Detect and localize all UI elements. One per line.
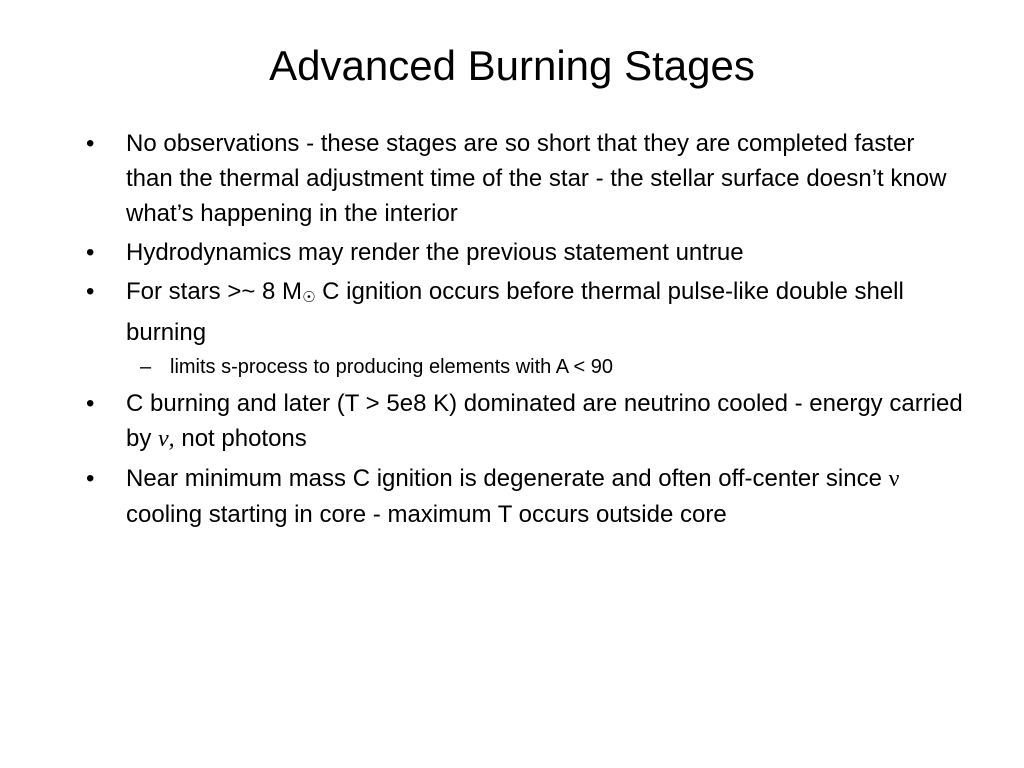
sub-bullet-item-1 (86, 352, 966, 382)
bullet-item-3 (86, 274, 966, 350)
bullet-text-before: C burning and later (T > 5e8 K) dominated are neutrino cooled - energy carried by (126, 390, 963, 452)
sub-bullet-text: limits s-process to producing elements with A < 90 (170, 356, 613, 378)
bullet-item-5 (86, 461, 966, 532)
bullet-text-before: For stars >~ 8 M (126, 278, 303, 305)
slide-title: Advanced Burning Stages (269, 42, 755, 89)
bullet-marker: • (86, 239, 95, 266)
nu-symbol-icon: ν, (158, 426, 175, 452)
bullet-item-2 (86, 235, 966, 270)
bullet-marker: • (86, 390, 95, 417)
bullet-item-1 (86, 126, 966, 231)
sub-bullet-marker: – (140, 356, 152, 378)
bullet-text-after: cooling starting in core - maximum T occurs outside core (126, 501, 727, 528)
bullet-item-4 (86, 386, 966, 457)
bullet-text: No observations - these stages are so short that they are completed faster than the thermal adjustment time of the star - the stellar surface doesn’t know what’s happening in the interior (126, 130, 947, 227)
bullet-marker: • (86, 465, 95, 492)
bullet-text-after: C ignition occurs before thermal pulse-like double shell burning (126, 278, 904, 346)
bullet-list (86, 126, 966, 536)
nu-symbol-icon: ν (888, 466, 900, 492)
bullet-marker: • (86, 278, 95, 305)
bullet-text: Hydrodynamics may render the previous statement untrue (126, 239, 744, 266)
bullet-marker: • (86, 130, 95, 157)
bullet-text-before: Near minimum mass C ignition is degenerate and often off-center since (126, 465, 889, 492)
bullet-text-after: not photons (174, 425, 307, 452)
sun-symbol-icon: ☉ (302, 288, 316, 306)
